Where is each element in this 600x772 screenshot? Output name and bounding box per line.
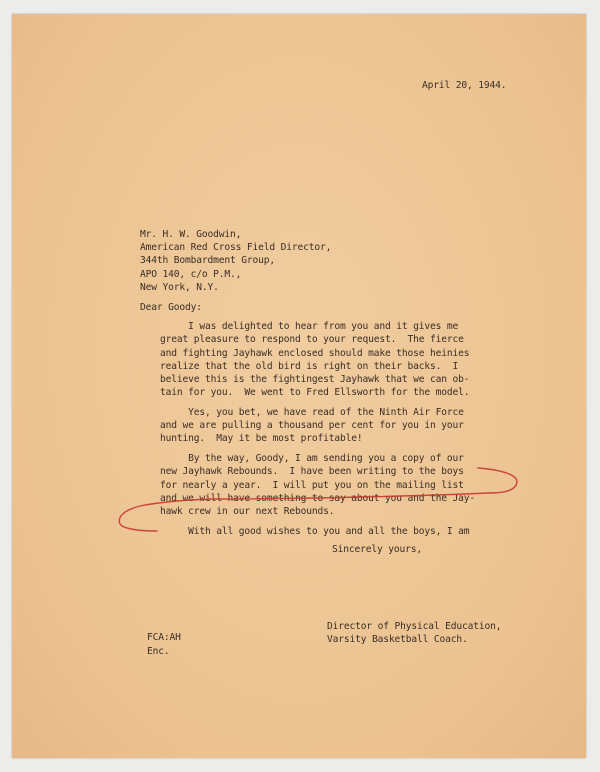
paragraph-3-line-5: hawk crew in our next Rebounds. — [160, 506, 335, 517]
paragraph-1-line-4: realize that the old bird is right on their backs. I — [160, 361, 459, 372]
paragraph-3-line-4: and we will have something to say about you and the Jay- — [160, 493, 476, 504]
signature-title-line-2: Varsity Basketball Coach. — [327, 634, 468, 645]
paragraph-1-line-2: great pleasure to respond to your request. The fierce — [160, 334, 464, 345]
paragraph-3-line-1: By the way, Goody, I am sending you a copy of our — [160, 453, 464, 464]
salutation: Dear Goody: — [140, 302, 202, 313]
enclosure-note: Enc. — [147, 646, 170, 657]
paragraph-1-line-3: and fighting Jayhawk enclosed should make those heinies — [160, 348, 470, 359]
address-line-4: APO 140, c/o P.M., — [140, 269, 242, 280]
address-line-5: New York, N.Y. — [140, 282, 219, 293]
paragraph-3-line-2: new Jayhawk Rebounds. I have been writing to the boys — [160, 466, 464, 477]
paragraph-1-line-5: believe this is the fightingest Jayhawk that we can ob- — [160, 374, 470, 385]
signature-title-line-1: Director of Physical Education, — [327, 621, 502, 632]
address-line-1: Mr. H. W. Goodwin, — [140, 229, 242, 240]
paragraph-3-line-3: for nearly a year. I will put you on the mailing list — [160, 480, 464, 491]
reference-initials: FCA:AH — [147, 632, 181, 643]
address-line-2: American Red Cross Field Director, — [140, 242, 332, 253]
letter-page — [12, 14, 586, 758]
paragraph-2-line-1: Yes, you bet, we have read of the Ninth Air Force — [160, 407, 464, 418]
paragraph-2-line-3: hunting. May it be most profitable! — [160, 433, 363, 444]
paragraph-2-line-2: and we are pulling a thousand per cent for you in your — [160, 420, 464, 431]
paragraph-4-line-1: With all good wishes to you and all the boys, I am — [160, 526, 470, 537]
paragraph-1-line-1: I was delighted to hear from you and it gives me — [160, 321, 459, 332]
address-line-3: 344th Bombardment Group, — [140, 255, 276, 266]
letter-date: April 20, 1944. — [422, 80, 507, 91]
paragraph-1-line-6: tain for you. We went to Fred Ellsworth for the model. — [160, 387, 470, 398]
closing: Sincerely yours, — [332, 544, 423, 555]
